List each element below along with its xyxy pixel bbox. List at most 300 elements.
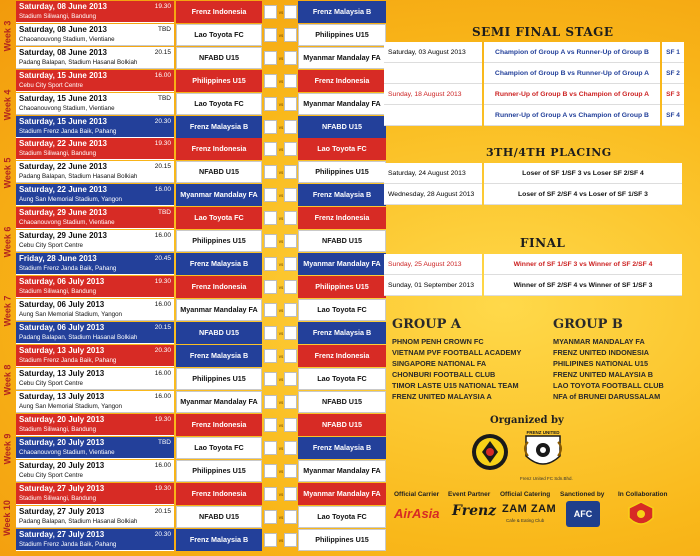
match-time: TBD <box>158 95 171 102</box>
group-a-team: FRENZ UNITED MALAYSIA A <box>392 392 492 401</box>
home-score-box[interactable] <box>264 418 277 432</box>
match-row <box>16 276 370 298</box>
home-team: Philippines U15 <box>176 70 262 92</box>
match-info <box>16 253 174 275</box>
home-team: Lao Toyota FC <box>176 207 262 229</box>
vs-label: vs <box>278 32 284 38</box>
vs-label: vs <box>278 238 284 244</box>
vs-label: vs <box>278 169 284 175</box>
match-info <box>16 437 174 459</box>
away-score-box[interactable] <box>284 280 297 294</box>
match-info <box>16 184 174 206</box>
third-place-row <box>384 184 684 205</box>
away-team: Myanmar Mandalay FA <box>298 47 386 69</box>
away-team: Frenz Malaysia B <box>298 184 386 206</box>
frenz-ball-patch <box>540 447 546 453</box>
semi-final-code: SF 2 <box>662 63 684 84</box>
home-score-box[interactable] <box>264 326 277 340</box>
vs-label: vs <box>278 55 284 61</box>
vs-label: vs <box>278 445 284 451</box>
match-venue: Chaoanouvong Stadium, Vientiane <box>19 449 115 456</box>
match-info <box>16 529 174 551</box>
match-info <box>16 276 174 298</box>
vs-label: vs <box>278 422 284 428</box>
semi-final-title: SEMI FINAL STAGE <box>472 25 614 39</box>
fam-crest-logo <box>470 432 510 472</box>
match-venue: Chaoanouvong Stadium, Vientiane <box>19 36 115 43</box>
match-row <box>16 483 381 505</box>
away-score-box[interactable] <box>284 395 297 409</box>
match-info <box>16 414 174 436</box>
vs-label: vs <box>278 78 284 84</box>
home-team: Lao Toyota FC <box>176 24 262 46</box>
week-label <box>0 345 14 414</box>
home-score-box[interactable] <box>264 372 277 386</box>
semi-final-row <box>384 63 684 84</box>
semi-final-match: Champion of Group A vs Runner-Up of Group B <box>484 42 660 63</box>
week-label <box>0 276 14 345</box>
group-a-list <box>392 336 521 402</box>
match-row <box>16 391 370 413</box>
match-row <box>16 47 381 69</box>
match-venue: Padang Balapan, Stadium Hasanal Bolkiah <box>19 173 138 180</box>
match-time: 20.15 <box>154 324 171 331</box>
semi-final-date: Saturday, 03 August 2013 <box>384 42 482 63</box>
week-label <box>0 207 14 276</box>
away-team: Lao Toyota FC <box>298 138 386 160</box>
home-team: NFABD U15 <box>176 47 262 69</box>
match-date: Saturday, 13 July 2013 <box>19 346 105 355</box>
home-team: NFABD U15 <box>176 322 262 344</box>
away-score-box[interactable] <box>284 188 297 202</box>
match-info <box>16 24 174 46</box>
semi-final-match: Runner-Up of Group A vs Champion of Group B <box>484 105 660 126</box>
week-block <box>0 276 372 345</box>
home-team: Myanmar Mandalay FA <box>176 184 262 206</box>
week-block <box>0 70 381 139</box>
final-table <box>384 254 684 296</box>
match-venue: Stadium Siliwangi, Bandung <box>19 13 97 20</box>
vs-label: vs <box>278 491 284 497</box>
match-venue: Chaoanouvong Stadium, Vientiane <box>19 105 115 112</box>
away-score-box[interactable] <box>284 165 297 179</box>
week-label-text: Week 8 <box>2 364 13 395</box>
group-b-team: FRENZ UNITED MALAYSIA B <box>553 370 653 379</box>
match-row <box>16 116 370 138</box>
match-venue: Stadium Siliwangi, Bandung <box>19 150 97 157</box>
airasia-logo: AirAsia <box>394 506 440 521</box>
away-score-box[interactable] <box>284 234 297 248</box>
semi-final-row <box>384 84 684 105</box>
week-label <box>0 70 14 139</box>
match-info <box>16 391 174 413</box>
week-label <box>0 1 14 70</box>
match-date: Saturday, 15 June 2013 <box>19 71 107 80</box>
match-row <box>16 529 370 551</box>
event-label: Event Partner <box>448 491 491 498</box>
match-row <box>16 322 370 344</box>
week-block <box>0 138 372 207</box>
match-info <box>16 483 174 505</box>
vs-label: vs <box>278 9 284 15</box>
away-team: Frenz Indonesia <box>298 345 386 367</box>
home-score-box[interactable] <box>264 464 277 478</box>
match-time: 16.00 <box>154 370 171 377</box>
home-team: NFABD U15 <box>176 506 262 528</box>
away-score-box[interactable] <box>284 74 297 88</box>
away-team: Myanmar Mandalay FA <box>298 93 386 115</box>
home-team: Frenz Indonesia <box>176 414 262 436</box>
match-date: Saturday, 22 June 2013 <box>19 162 107 171</box>
third-place-table <box>384 163 684 205</box>
match-time: 16.00 <box>154 301 171 308</box>
home-score-box[interactable] <box>264 395 277 409</box>
vs-label: vs <box>278 537 284 543</box>
away-team: Lao Toyota FC <box>298 506 386 528</box>
away-team: Frenz Indonesia <box>298 70 386 92</box>
semi-final-date: Sunday, 18 August 2013 <box>384 84 482 105</box>
home-score-box[interactable] <box>264 349 277 363</box>
third-place-date: Wednesday, 28 August 2013 <box>384 184 482 205</box>
away-score-box[interactable] <box>284 349 297 363</box>
zamzam-sub: Cafe & Eating Club <box>506 518 545 523</box>
match-venue: Stadium Frenz Janda Baik, Pahang <box>19 128 117 135</box>
match-date: Saturday, 22 June 2013 <box>19 185 107 194</box>
home-score-box[interactable] <box>264 142 277 156</box>
away-team: Philippines U15 <box>298 24 386 46</box>
match-row <box>16 460 381 482</box>
home-team: NFABD U15 <box>176 161 262 183</box>
away-score-box[interactable] <box>284 211 297 225</box>
match-time: 20.45 <box>154 255 171 262</box>
third-place-title: 3TH/4TH PLACING <box>486 146 612 159</box>
home-team: Lao Toyota FC <box>176 437 262 459</box>
match-row <box>16 93 381 115</box>
final-title: FINAL <box>520 236 566 250</box>
match-venue: Stadium Frenz Janda Baik, Pahang <box>19 541 117 548</box>
match-time: 20.15 <box>154 163 171 170</box>
match-time: TBD <box>158 439 171 446</box>
away-score-box[interactable] <box>284 372 297 386</box>
match-time: 16.00 <box>154 232 171 239</box>
home-score-box[interactable] <box>264 165 277 179</box>
week-label <box>0 414 14 483</box>
group-b-list <box>553 336 664 402</box>
match-date: Saturday, 15 June 2013 <box>19 94 107 103</box>
match-time: 16.00 <box>154 186 171 193</box>
match-row <box>16 161 370 183</box>
home-score-box[interactable] <box>264 51 277 65</box>
away-score-box[interactable] <box>284 5 297 19</box>
vs-label: vs <box>278 399 284 405</box>
match-venue: Chaoanouvong Stadium, Vientiane <box>19 219 115 226</box>
semi-final-code: SF 1 <box>662 42 684 63</box>
home-score-box[interactable] <box>264 28 277 42</box>
catering-label: Official Catering <box>500 491 551 498</box>
week-block <box>0 207 381 276</box>
group-a-team: CHONBURI FOOTBALL CLUB <box>392 370 496 379</box>
away-score-box[interactable] <box>284 97 297 111</box>
match-venue: Aung San Memorial Stadium, Yangon <box>19 403 122 410</box>
final-date: Sunday, 01 September 2013 <box>384 275 482 296</box>
match-venue: Cebu City Sport Centre <box>19 472 83 479</box>
match-info <box>16 368 174 390</box>
semi-final-match: Champion of Group B vs Runner-Up of Group A <box>484 63 660 84</box>
match-info <box>16 322 174 344</box>
match-venue: Aung San Memorial Stadium, Yangon <box>19 196 122 203</box>
away-team: NFABD U15 <box>298 116 386 138</box>
match-info <box>16 460 174 482</box>
away-team: NFABD U15 <box>298 230 386 252</box>
final-row <box>384 275 684 296</box>
match-time: 19.30 <box>154 278 171 285</box>
match-date: Saturday, 08 June 2013 <box>19 48 107 57</box>
match-row <box>16 368 370 390</box>
match-date: Saturday, 27 July 2013 <box>19 507 105 516</box>
match-venue: Stadium Siliwangi, Bandung <box>19 495 97 502</box>
home-score-box[interactable] <box>264 257 277 271</box>
match-venue: Aung San Memorial Stadium, Yangon <box>19 311 122 318</box>
match-time: 19.30 <box>154 140 171 147</box>
match-row <box>16 345 370 367</box>
final-match: Winner of SF 1/SF 3 vs Winner of SF 2/SF 4 <box>484 254 682 275</box>
match-time: TBD <box>158 209 171 216</box>
week-label <box>0 483 14 552</box>
match-info <box>16 1 174 23</box>
home-team: Philippines U15 <box>176 230 262 252</box>
match-row <box>16 299 370 321</box>
home-score-box[interactable] <box>264 510 277 524</box>
week-label-text: Week 5 <box>2 157 13 188</box>
home-team: Frenz Malaysia B <box>176 116 262 138</box>
match-date: Saturday, 20 July 2013 <box>19 415 105 424</box>
group-a-title: GROUP A <box>392 317 461 332</box>
vs-label: vs <box>278 261 284 267</box>
week-label <box>0 138 14 207</box>
home-team: Philippines U15 <box>176 368 262 390</box>
week-block <box>0 414 381 483</box>
match-row <box>16 1 370 23</box>
away-team: Myanmar Mandalay FA <box>298 253 386 275</box>
semi-final-match: Runner-Up of Group B vs Champion of Group A <box>484 84 660 105</box>
match-time: 19.30 <box>154 3 171 10</box>
home-team: Frenz Indonesia <box>176 276 262 298</box>
home-score-box[interactable] <box>264 533 277 547</box>
away-team: Frenz Indonesia <box>298 207 386 229</box>
group-b-team: LAO TOYOTA FOOTBALL CLUB <box>553 381 664 390</box>
vs-label: vs <box>278 514 284 520</box>
away-score-box[interactable] <box>284 142 297 156</box>
vs-label: vs <box>278 468 284 474</box>
frenz-badge-text: FRENZ UNITED <box>526 430 560 435</box>
week-label-text: Week 7 <box>2 295 13 326</box>
home-score-box[interactable] <box>264 234 277 248</box>
match-info <box>16 138 174 160</box>
away-team: Philippines U15 <box>298 529 386 551</box>
group-b-team: PHILIPINES NATIONAL U15 <box>553 359 649 368</box>
vs-label: vs <box>278 307 284 313</box>
away-score-box[interactable] <box>284 257 297 271</box>
vs-label: vs <box>278 353 284 359</box>
sanction-label: Sanctioned by <box>560 491 605 498</box>
match-time: 20.15 <box>154 508 171 515</box>
home-score-box[interactable] <box>264 74 277 88</box>
match-info <box>16 506 174 528</box>
match-date: Saturday, 08 June 2013 <box>19 25 107 34</box>
match-row <box>16 414 370 436</box>
home-score-box[interactable] <box>264 280 277 294</box>
match-time: 16.00 <box>154 72 171 79</box>
away-score-box[interactable] <box>284 510 297 524</box>
home-team: Frenz Indonesia <box>176 483 262 505</box>
match-date: Saturday, 20 July 2013 <box>19 438 105 447</box>
match-row <box>16 506 370 528</box>
away-score-box[interactable] <box>284 487 297 501</box>
home-score-box[interactable] <box>264 303 277 317</box>
away-score-box[interactable] <box>284 464 297 478</box>
group-b-team: FRENZ UNITED INDONESIA <box>553 348 650 357</box>
home-team: Frenz Malaysia B <box>176 253 262 275</box>
vs-label: vs <box>278 101 284 107</box>
group-b-team: MYANMAR MANDALAY FA <box>553 337 645 346</box>
match-row <box>16 24 370 46</box>
group-a-team: TIMOR LASTE U15 NATIONAL TEAM <box>392 381 519 390</box>
week-label-text: Week 6 <box>2 226 13 257</box>
third-place-match: Loser of SF 1/SF 3 vs Loser SF 2/SF 4 <box>484 163 682 184</box>
away-team: Myanmar Mandalay FA <box>298 483 386 505</box>
away-score-box[interactable] <box>284 120 297 134</box>
group-a-team: SINGAPORE NATIONAL FA <box>392 359 487 368</box>
away-score-box[interactable] <box>284 533 297 547</box>
frenz-caption: Frenz United FC Sdn.Bhd. <box>520 476 573 481</box>
vs-label: vs <box>278 284 284 290</box>
week-label-text: Week 4 <box>2 89 13 120</box>
home-team: Frenz Malaysia B <box>176 345 262 367</box>
home-team: Frenz Indonesia <box>176 1 262 23</box>
home-score-box[interactable] <box>264 188 277 202</box>
match-date: Saturday, 22 June 2013 <box>19 139 107 148</box>
away-score-box[interactable] <box>284 51 297 65</box>
week-label-text: Week 3 <box>2 20 13 51</box>
match-venue: Cebu City Sport Centre <box>19 82 83 89</box>
match-info <box>16 345 174 367</box>
away-team: NFABD U15 <box>298 391 386 413</box>
match-date: Saturday, 27 July 2013 <box>19 484 105 493</box>
match-info <box>16 299 174 321</box>
away-score-box[interactable] <box>284 326 297 340</box>
match-date: Saturday, 06 July 2013 <box>19 323 105 332</box>
week-label-text: Week 9 <box>2 433 13 464</box>
match-row <box>16 437 370 459</box>
home-score-box[interactable] <box>264 441 277 455</box>
home-score-box[interactable] <box>264 211 277 225</box>
match-row <box>16 138 370 160</box>
match-venue: Padang Balapan, Stadium Hasanal Bolkiah <box>19 518 138 525</box>
match-date: Saturday, 06 July 2013 <box>19 277 105 286</box>
match-info <box>16 47 174 69</box>
semi-final-date <box>384 105 482 126</box>
match-info <box>16 116 174 138</box>
match-date: Saturday, 15 June 2013 <box>19 117 107 126</box>
carrier-label: Official Carrier <box>394 491 440 498</box>
away-score-box[interactable] <box>284 28 297 42</box>
match-info <box>16 230 174 252</box>
zamzam-logo: ZAM ZAM <box>502 503 557 515</box>
vs-label: vs <box>278 124 284 130</box>
away-team: Frenz Malaysia B <box>298 1 386 23</box>
week-block <box>0 1 381 70</box>
away-team: Frenz Malaysia B <box>298 437 386 459</box>
semi-final-date <box>384 63 482 84</box>
home-team: Lao Toyota FC <box>176 93 262 115</box>
match-venue: Stadium Siliwangi, Bandung <box>19 288 97 295</box>
third-place-match: Loser of SF 2/SF 4 vs Loser of SF 1/SF 3 <box>484 184 682 205</box>
fam-crest-center <box>486 448 494 456</box>
match-time: 16.00 <box>154 393 171 400</box>
away-team: Lao Toyota FC <box>298 368 386 390</box>
match-date: Saturday, 13 July 2013 <box>19 392 105 401</box>
match-date: Saturday, 29 June 2013 <box>19 208 107 217</box>
away-score-box[interactable] <box>284 441 297 455</box>
home-team: Myanmar Mandalay FA <box>176 299 262 321</box>
semi-final-table <box>384 42 684 126</box>
away-score-box[interactable] <box>284 418 297 432</box>
away-team: Philippines U15 <box>298 276 386 298</box>
home-team: Philippines U15 <box>176 460 262 482</box>
match-venue: Padang Balapan, Stadium Hasanal Bolkiah <box>19 334 138 341</box>
match-venue: Stadium Siliwangi, Bandung <box>19 426 97 433</box>
home-team: Frenz Malaysia B <box>176 529 262 551</box>
final-date: Sunday, 25 August 2013 <box>384 254 482 275</box>
final-row <box>384 254 684 275</box>
home-score-box[interactable] <box>264 487 277 501</box>
away-score-box[interactable] <box>284 303 297 317</box>
semi-final-row <box>384 105 684 126</box>
home-score-box[interactable] <box>264 120 277 134</box>
away-team: Myanmar Mandalay FA <box>298 460 386 482</box>
match-date: Saturday, 29 June 2013 <box>19 231 107 240</box>
frenz-event-logo: Frenz <box>452 503 497 519</box>
third-place-row <box>384 163 684 184</box>
match-time: 16.00 <box>154 462 171 469</box>
match-venue: Padang Balapan, Stadium Hasanal Bolkiah <box>19 59 138 66</box>
match-time: 20.30 <box>154 347 171 354</box>
week-label-text: Week 10 <box>2 499 13 536</box>
vs-label: vs <box>278 192 284 198</box>
match-info <box>16 207 174 229</box>
vs-label: vs <box>278 146 284 152</box>
match-date: Saturday, 13 July 2013 <box>19 369 105 378</box>
home-score-box[interactable] <box>264 5 277 19</box>
match-time: TBD <box>158 26 171 33</box>
home-score-box[interactable] <box>264 97 277 111</box>
frenz-united-logo <box>518 428 568 474</box>
collab-label: In Collaboration <box>618 491 668 498</box>
third-place-date: Saturday, 24 August 2013 <box>384 163 482 184</box>
match-date: Saturday, 08 June 2013 <box>19 2 107 11</box>
match-row <box>16 230 370 252</box>
home-team: Frenz Indonesia <box>176 138 262 160</box>
vs-label: vs <box>278 215 284 221</box>
semi-final-code: SF 3 <box>662 84 684 105</box>
match-time: 20.15 <box>154 49 171 56</box>
match-venue: Cebu City Sport Centre <box>19 380 83 387</box>
organized-by-title: Organized by <box>490 415 564 426</box>
match-venue: Stadium Frenz Janda Baik, Pahang <box>19 357 117 364</box>
match-date: Friday, 28 June 2013 <box>19 254 97 263</box>
match-time: 19.30 <box>154 485 171 492</box>
week-block <box>0 483 381 552</box>
